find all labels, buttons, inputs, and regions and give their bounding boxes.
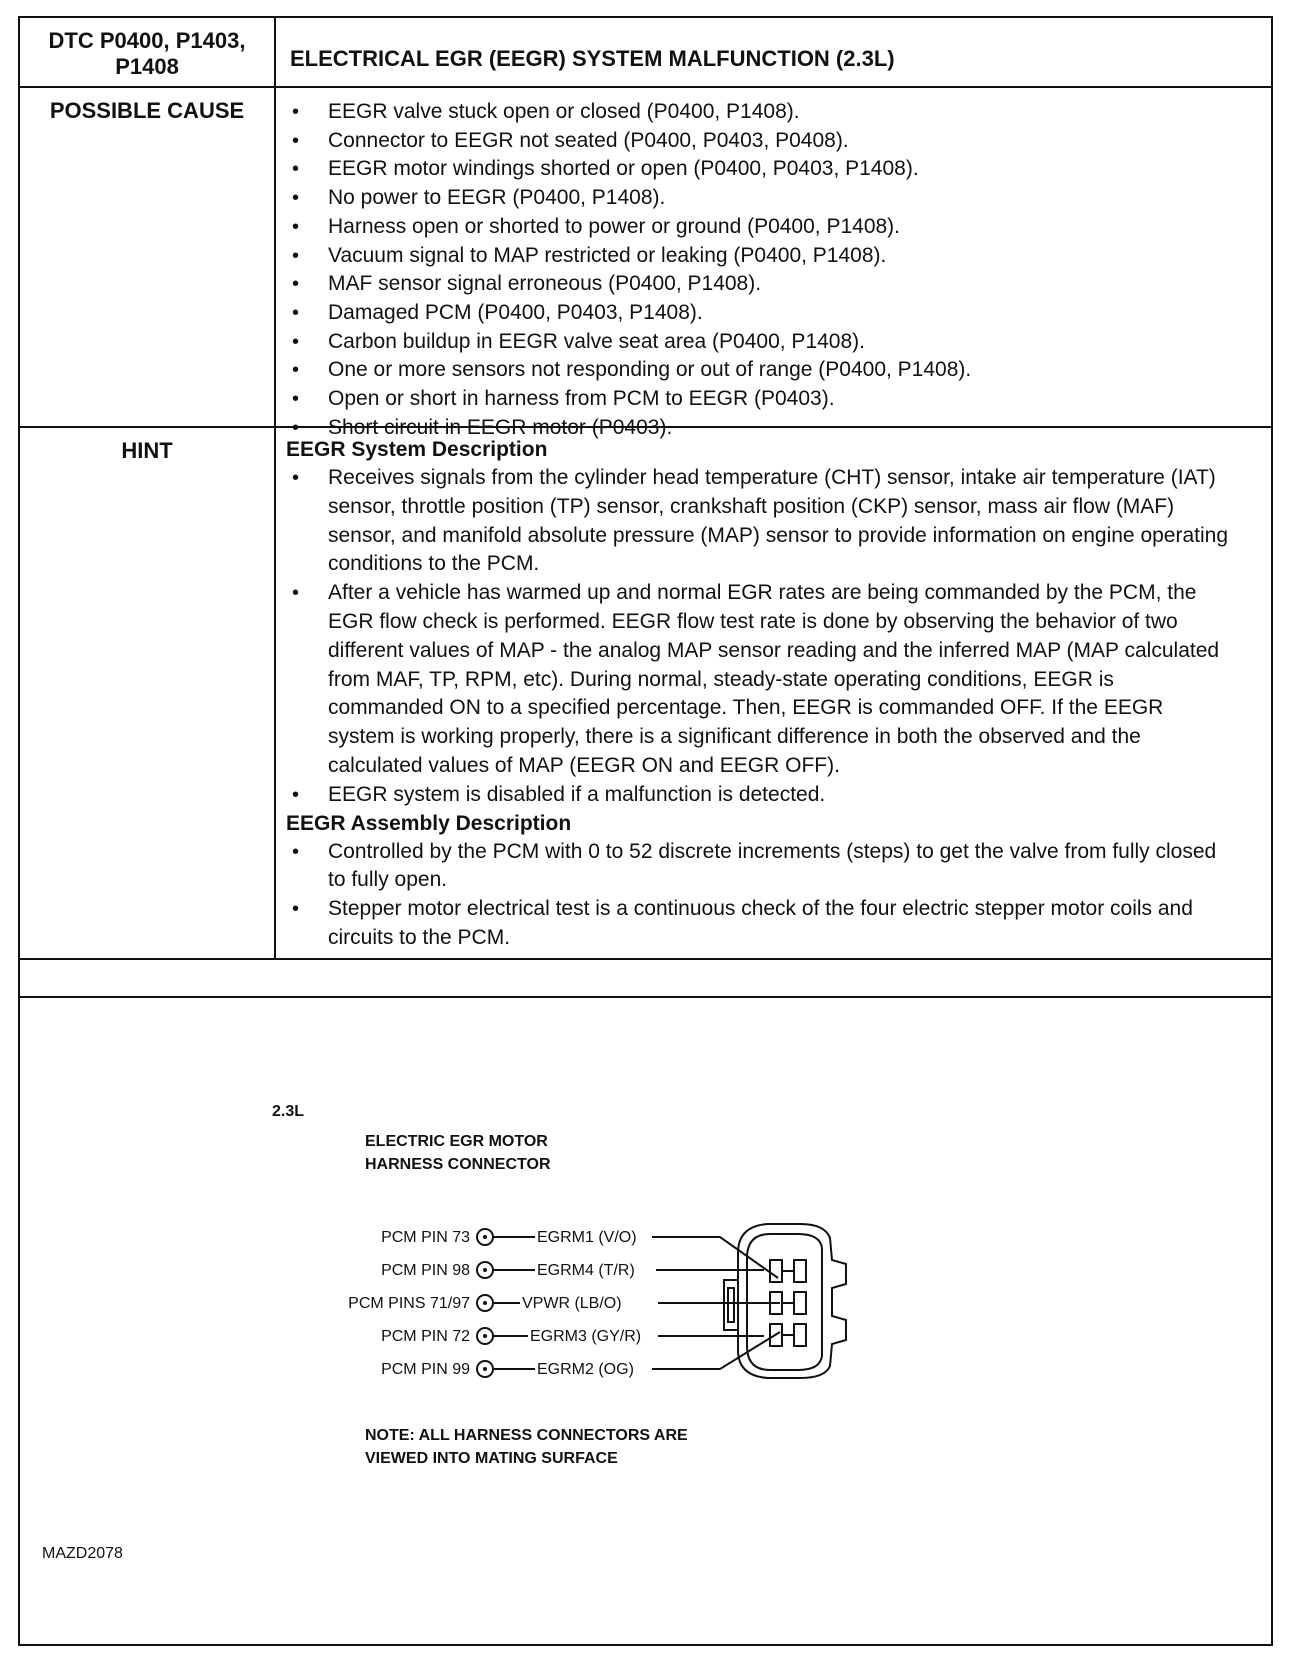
page-title: ELECTRICAL EGR (EEGR) SYSTEM MALFUNCTION (2.3L) — [290, 46, 895, 71]
section-heading: EEGR System Description — [286, 438, 548, 461]
terminal-dot — [483, 1367, 487, 1371]
pin-row — [348, 1295, 621, 1312]
note-text: VIEWED INTO MATING SURFACE — [365, 1450, 618, 1467]
circuit-label: EGRM3 (GY/R) — [530, 1328, 642, 1345]
hint-content — [286, 436, 1234, 953]
hint-label: HINT — [121, 438, 173, 463]
pcm-pin-label: PCM PIN 99 — [381, 1361, 470, 1378]
row-divider — [20, 958, 1271, 960]
pin-row — [381, 1361, 634, 1378]
connector-latch-slot — [728, 1288, 734, 1322]
terminal-dot — [483, 1235, 487, 1239]
list-item: • Vacuum signal to MAP restricted or leaking (P0400, P1408). — [286, 242, 1236, 271]
diagram-title: HARNESS CONNECTOR — [365, 1156, 551, 1173]
circuit-label: EGRM4 (T/R) — [537, 1262, 635, 1279]
list-item: • Stepper motor electrical test is a continuous check of the four electric stepper motor coils and circuits to the PCM. — [286, 895, 1234, 953]
pin-row — [381, 1328, 641, 1345]
terminal-dot — [483, 1268, 487, 1272]
circuit-label: EGRM2 (OG) — [537, 1361, 634, 1378]
circuit-label: VPWR (LB/O) — [522, 1295, 622, 1312]
circuit-label: EGRM1 (V/O) — [537, 1229, 637, 1246]
list-item: • Carbon buildup in EEGR valve seat area (P0400, P1408). — [286, 328, 1236, 357]
dtc-codes: DTC P0400, P1403, P1408 — [48, 28, 246, 79]
section-heading: EEGR Assembly Description — [286, 811, 572, 835]
terminal-dot — [483, 1334, 487, 1338]
list-item: • Damaged PCM (P0400, P0403, P1408). — [286, 299, 1236, 328]
list-item: • EEGR valve stuck open or closed (P0400, P1408). — [286, 98, 1236, 127]
hint-list — [286, 464, 1234, 810]
list-item: • After a vehicle has warmed up and normal EGR rates are being commanded by the PCM, the EGR flow check is performed. EEGR flow test rate is done by observing the behavior of two different values of MAP - the analog MAP sensor reading and the inferred MAP (MAP calculated from MAF, TP, RPM, etc). During normal, steady-state operating conditions, EEGR is commanded ON to a specified percentage. Then, EEGR is commanded OFF. If the EEGR system is working properly, there is a significant difference in both the observed and the calculated values of MAP (EEGR ON and EEGR OFF). — [286, 579, 1234, 781]
pin-cavity — [770, 1260, 782, 1282]
pin-row — [381, 1229, 636, 1246]
list-item: • Harness open or shorted to power or ground (P0400, P1408). — [286, 213, 1236, 242]
terminal-dot — [483, 1301, 487, 1305]
pin-cavity — [794, 1292, 806, 1314]
connector-diagram — [20, 998, 1271, 1642]
hint-list — [286, 838, 1234, 953]
list-item: • EEGR motor windings shorted or open (P0400, P0403, P1408). — [286, 155, 1236, 184]
list-item: • No power to EEGR (P0400, P1408). — [286, 184, 1236, 213]
row-divider — [20, 86, 1271, 88]
list-item: • MAF sensor signal erroneous (P0400, P1408). — [286, 270, 1236, 299]
wiring-diagram-svg — [20, 998, 1271, 1642]
possible-cause-list — [286, 98, 1236, 442]
list-item: • Receives signals from the cylinder head temperature (CHT) sensor, intake air temperature (IAT) sensor, throttle position (TP) sensor, crankshaft position (CKP) sensor, mass air flow (MAF) sensor, and manifold absolute pressure (MAP) sensor to provide information on engine operating conditions to the PCM. — [286, 464, 1234, 579]
list-item: • Controlled by the PCM with 0 to 52 discrete increments (steps) to get the valve from fully closed to fully open. — [286, 838, 1234, 896]
wire — [652, 1237, 778, 1278]
list-item: • One or more sensors not responding or out of range (P0400, P1408). — [286, 356, 1236, 385]
note-text: NOTE: ALL HARNESS CONNECTORS ARE — [365, 1427, 688, 1444]
pcm-pin-label: PCM PIN 72 — [381, 1328, 470, 1345]
engine-label: 2.3L — [272, 1103, 305, 1120]
wire — [652, 1332, 780, 1369]
pcm-pin-label: PCM PIN 98 — [381, 1262, 470, 1279]
figure-id: MAZD2078 — [42, 1545, 123, 1562]
pcm-pin-label: PCM PIN 73 — [381, 1229, 470, 1246]
pin-cavity — [794, 1324, 806, 1346]
connector-shell — [738, 1224, 846, 1378]
list-item: • EEGR system is disabled if a malfunction is detected. — [286, 781, 1234, 810]
list-item: • Open or short in harness from PCM to EEGR (P0403). — [286, 385, 1236, 414]
pcm-pin-label: PCM PINS 71/97 — [348, 1295, 470, 1312]
pin-row — [381, 1262, 635, 1279]
list-item: • Connector to EEGR not seated (P0400, P0403, P0408). — [286, 127, 1236, 156]
diagram-title: ELECTRIC EGR MOTOR — [365, 1133, 548, 1150]
connector-wires — [652, 1237, 780, 1369]
dtc-table — [18, 16, 1273, 1646]
list-item: • Short circuit in EEGR motor (P0403). — [286, 414, 1236, 443]
possible-cause-label: POSSIBLE CAUSE — [49, 98, 245, 123]
column-divider — [274, 18, 276, 958]
pin-cavity — [794, 1260, 806, 1282]
